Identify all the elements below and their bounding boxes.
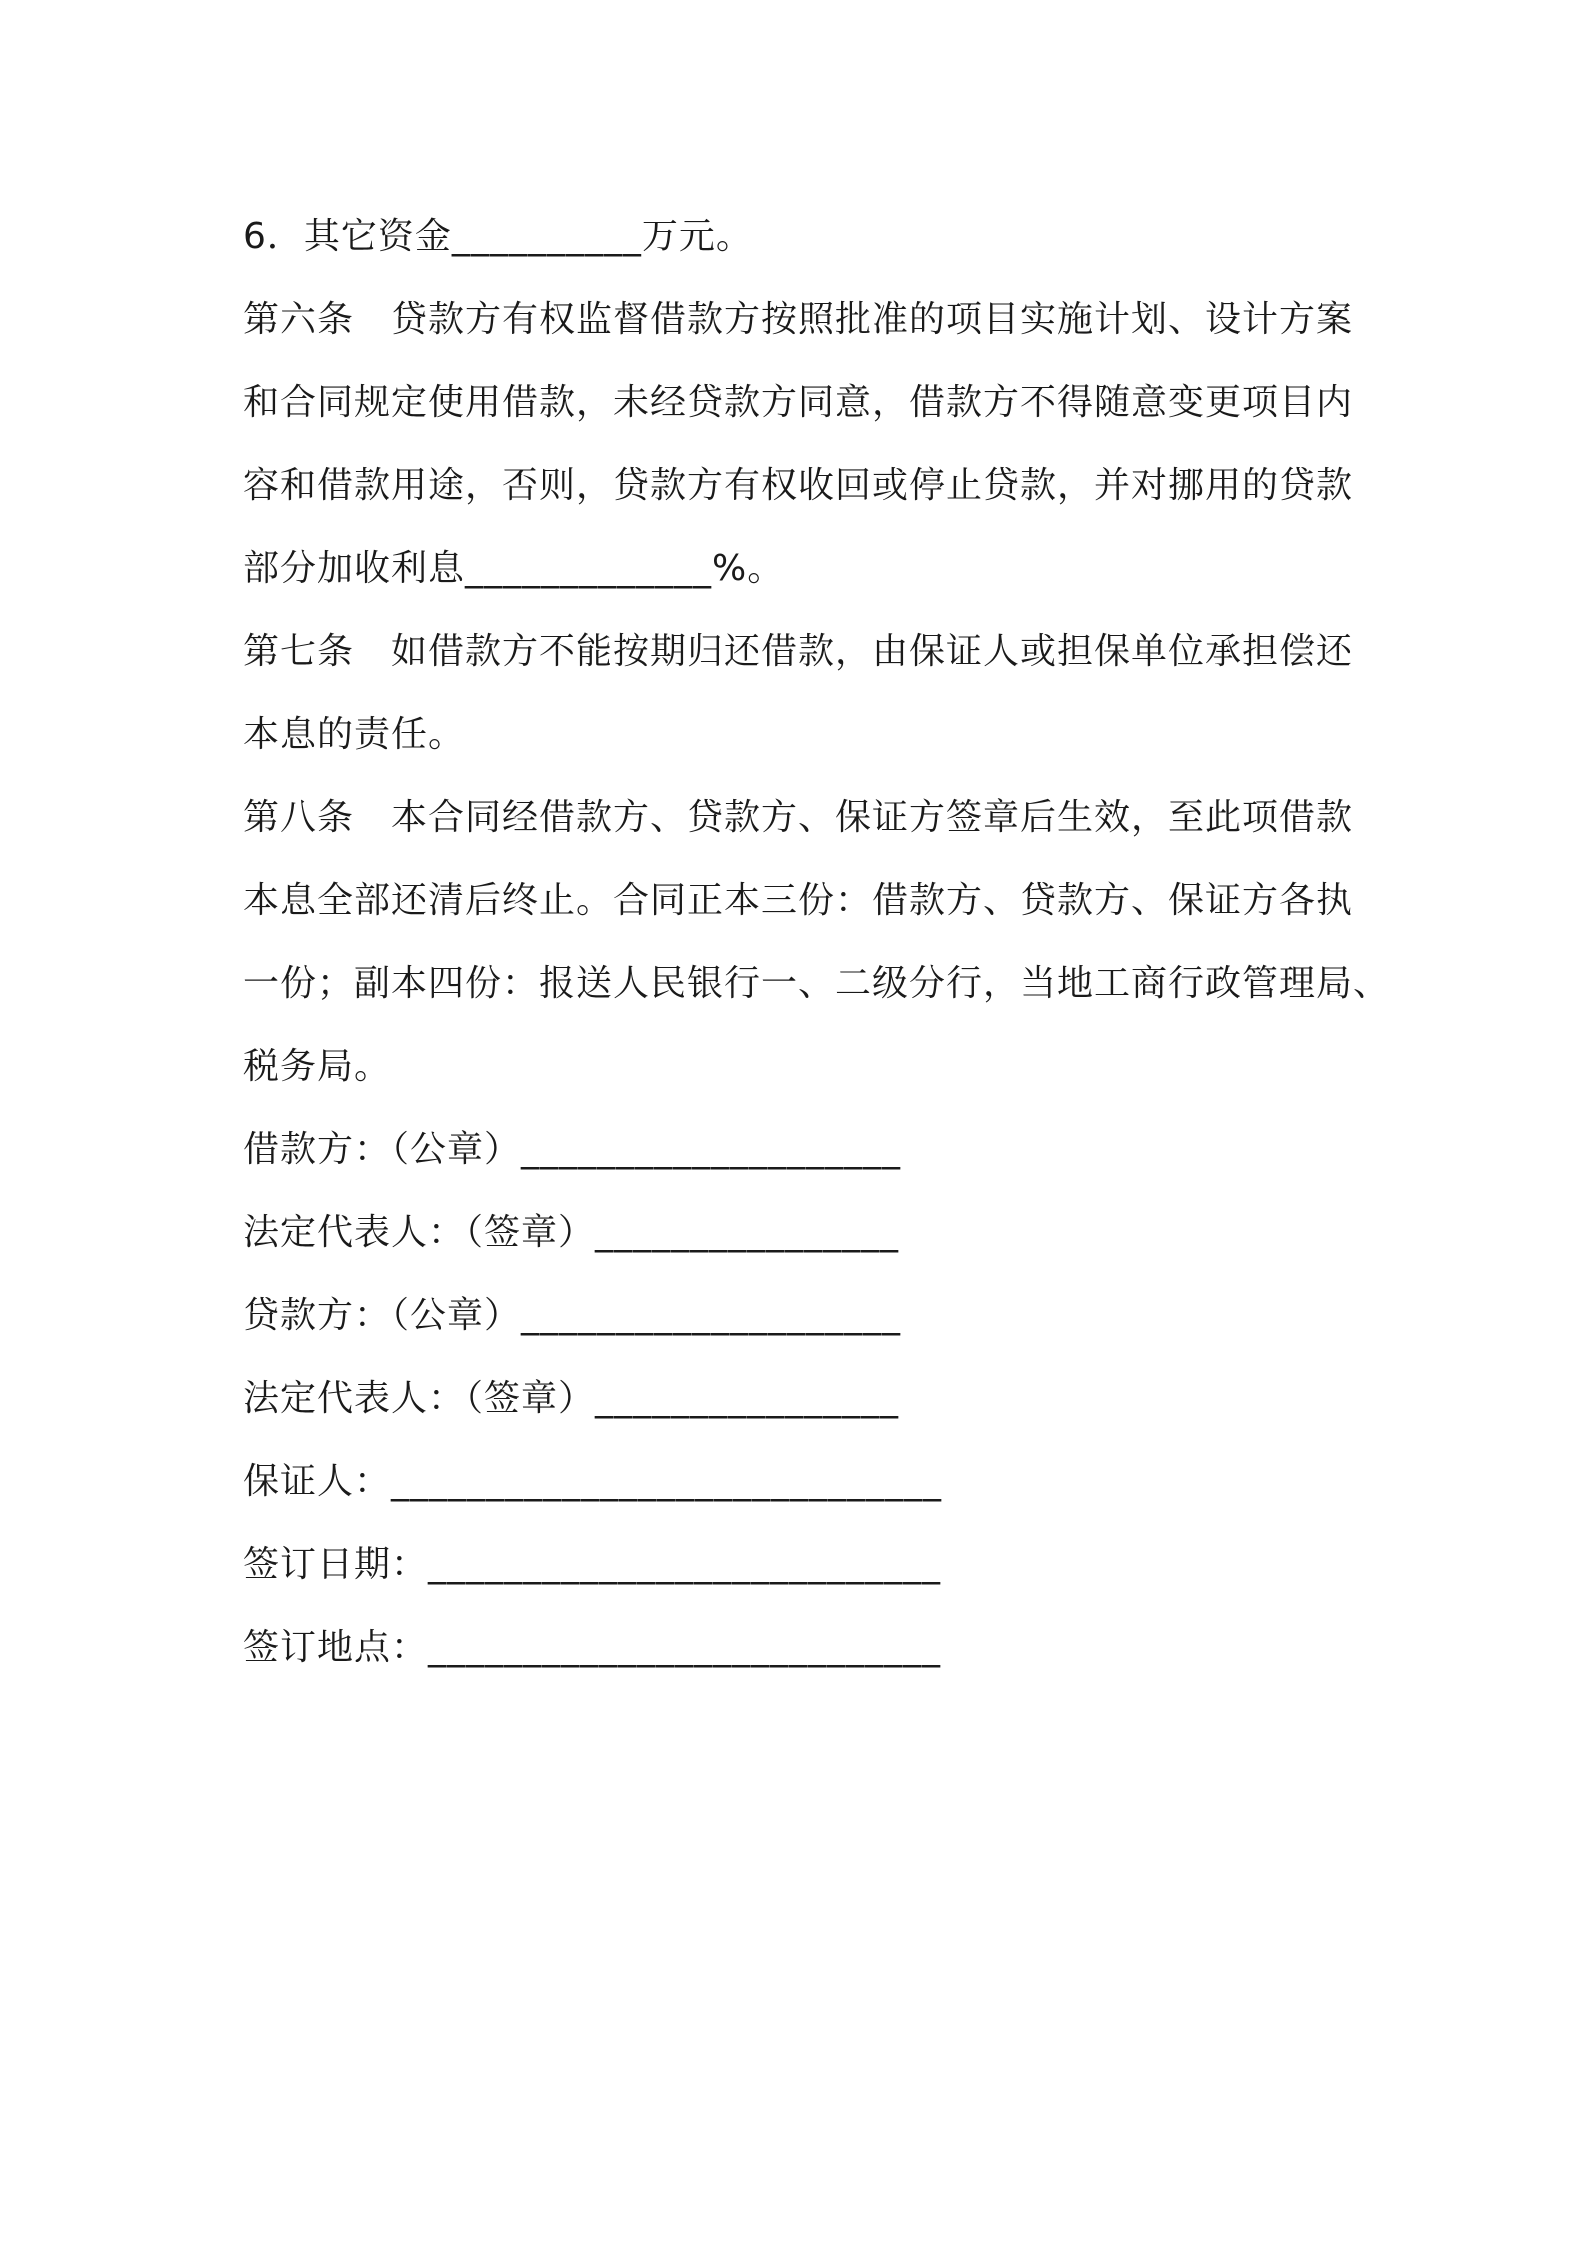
clause-6-other-funds: 6．其它资金__________万元。 [243, 216, 753, 257]
article-8-line-2: 本息全部还清后终止。合同正本三份：借款方、贷款方、保证方各执 [243, 880, 1354, 921]
guarantor-line: 保证人：_____________________________ [243, 1461, 943, 1502]
article-6-line-1: 第六条 贷款方有权监督借款方按照批准的项目实施计划、设计方案 [243, 299, 1354, 340]
article-8-line-1: 第八条 本合同经借款方、贷款方、保证方签章后生效，至此项借款 [243, 797, 1354, 838]
article-7-line-1: 第七条 如借款方不能按期归还借款，由保证人或担保单位承担偿还 [243, 631, 1354, 672]
borrower-legal-rep-line: 法定代表人：（签章）________________ [243, 1212, 900, 1253]
signing-place-line: 签订地点：___________________________ [243, 1627, 942, 1668]
lender-legal-rep-line: 法定代表人：（签章）________________ [243, 1378, 900, 1419]
article-6-line-2: 和合同规定使用借款，未经贷款方同意，借款方不得随意变更项目内 [243, 382, 1354, 423]
lender-seal-line: 贷款方：（公章）____________________ [243, 1295, 902, 1336]
document-body [243, 195, 1391, 1689]
signing-date-line: 签订日期：___________________________ [243, 1544, 942, 1585]
article-7-line-2: 本息的责任。 [243, 714, 466, 755]
article-6-line-4: 部分加收利息_____________%。 [243, 548, 785, 589]
article-8-line-3: 一份；副本四份：报送人民银行一、二级分行，当地工商行政管理局、 [243, 963, 1391, 1004]
article-8-line-4: 税务局。 [243, 1046, 392, 1087]
article-6-line-3: 容和借款用途，否则，贷款方有权收回或停止贷款，并对挪用的贷款 [243, 465, 1354, 506]
borrower-seal-line: 借款方：（公章）____________________ [243, 1129, 902, 1170]
